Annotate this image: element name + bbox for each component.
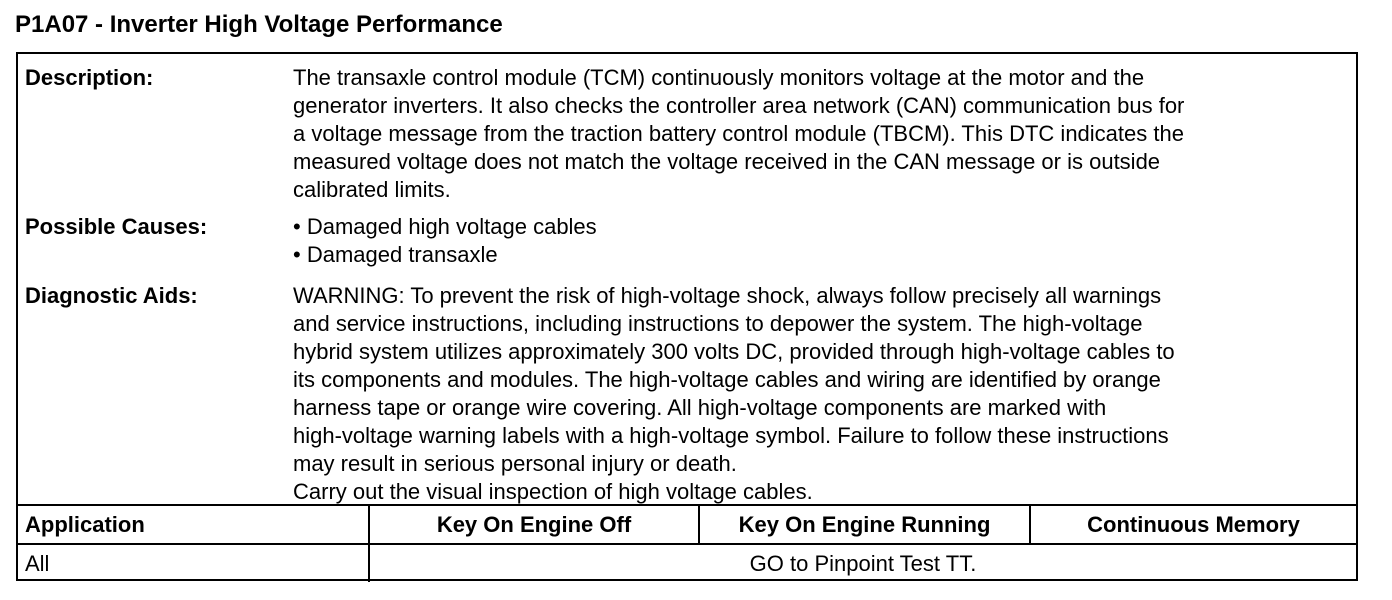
application-table	[18, 504, 1356, 582]
possible-causes-label: Possible Causes:	[25, 214, 208, 239]
diagnostic-aids-line: high-voltage warning labels with a high-voltage symbol. Failure to follow these instructions	[293, 423, 1169, 448]
diagnostic-aids-line: harness tape or orange wire covering. All high-voltage components are marked with	[293, 395, 1107, 420]
header-application: Application	[18, 505, 369, 544]
diagnostic-aids-label: Diagnostic Aids:	[25, 283, 198, 308]
diagnostic-aids-line: Carry out the visual inspection of high voltage cables.	[293, 479, 813, 504]
description-line: generator inverters. It also checks the controller area network (CAN) communication bus for	[293, 93, 1185, 118]
description-line: measured voltage does not match the voltage received in the CAN message or is outside	[293, 149, 1161, 174]
page-title: P1A07 - Inverter High Voltage Performance	[15, 11, 503, 38]
application-table-header	[18, 505, 1356, 544]
possible-cause-item: • Damaged high voltage cables	[293, 214, 597, 239]
possible-causes-list	[293, 213, 1353, 269]
table-row	[18, 544, 1356, 582]
description-label: Description:	[25, 65, 154, 90]
diagnostic-aids-line: hybrid system utilizes approximately 300 volts DC, provided through high-voltage cables to	[293, 339, 1175, 364]
description-line: calibrated limits.	[293, 177, 451, 202]
diagnostic-aids-line: may result in serious personal injury or death.	[293, 451, 737, 476]
header-key-on-engine-off: Key On Engine Off	[369, 505, 699, 544]
diagnostic-aids-line: WARNING: To prevent the risk of high-voltage shock, always follow precisely all warnings	[293, 283, 1162, 308]
description-line: a voltage message from the traction battery control module (TBCM). This DTC indicates the	[293, 121, 1184, 146]
description-line: The transaxle control module (TCM) continuously monitors voltage at the motor and the	[293, 65, 1145, 90]
pinpoint-test-instruction: GO to Pinpoint Test TT.	[369, 544, 1356, 582]
diagnostic-aids-line: its components and modules. The high-voltage cables and wiring are identified by orange	[293, 367, 1161, 392]
header-key-on-engine-running: Key On Engine Running	[699, 505, 1030, 544]
diagnostic-aids-line: and service instructions, including instructions to depower the system. The high-voltage	[293, 311, 1143, 336]
description-text	[293, 64, 1353, 204]
possible-cause-item: • Damaged transaxle	[293, 242, 498, 267]
dtc-info-box	[16, 52, 1358, 581]
header-continuous-memory: Continuous Memory	[1030, 505, 1356, 544]
diagnostic-aids-text	[293, 282, 1353, 506]
application-cell: All	[18, 544, 369, 582]
